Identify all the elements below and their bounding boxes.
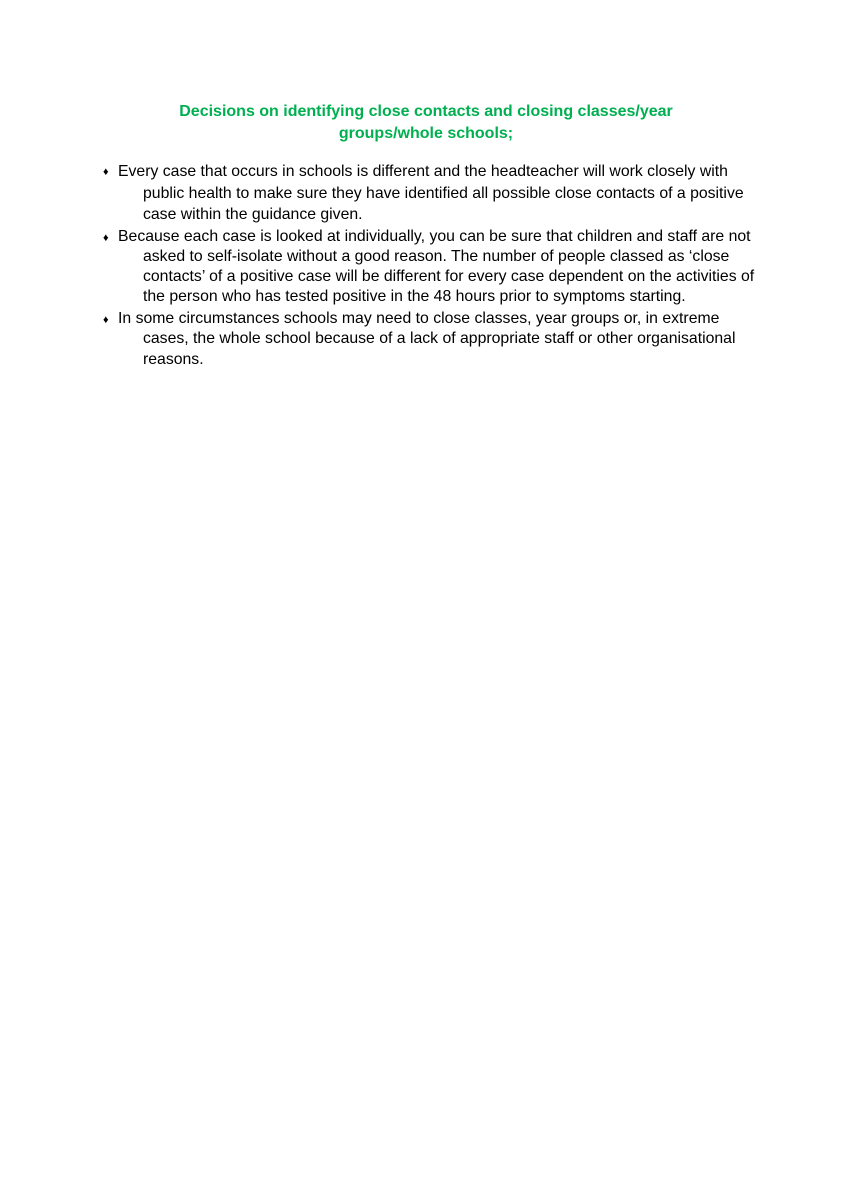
list-item <box>103 227 763 307</box>
bullet-list <box>103 161 763 370</box>
bullet-text: Every case that occurs in schools is different and the headteacher will work closely with public health to make sure they have identified all possible close contacts of a positive case within the guidance given. <box>118 163 744 223</box>
diamond-bullet-icon: ♦ <box>103 166 109 178</box>
list-item <box>103 309 763 371</box>
document-heading: Decisions on identifying close contacts and closing classes/year groups/whole schools; <box>179 103 673 142</box>
diamond-bullet-icon: ♦ <box>103 313 109 326</box>
bullet-text: Because each case is looked at individually, you can be sure that children and staff are not asked to self-isolate without a good reason. The number of people classed as ‘close contacts’ of a positive case will be different for every case dependent on the activities of the person who has tested positive in the 48 hours prior to symptoms starting. <box>118 227 755 305</box>
list-item <box>103 161 763 226</box>
bullet-text: In some circumstances schools may need to close classes, year groups or, in extreme cases, the whole school because of a lack of appropriate staff or other organisational reasons. <box>118 309 736 368</box>
diamond-bullet-icon: ♦ <box>103 231 109 244</box>
